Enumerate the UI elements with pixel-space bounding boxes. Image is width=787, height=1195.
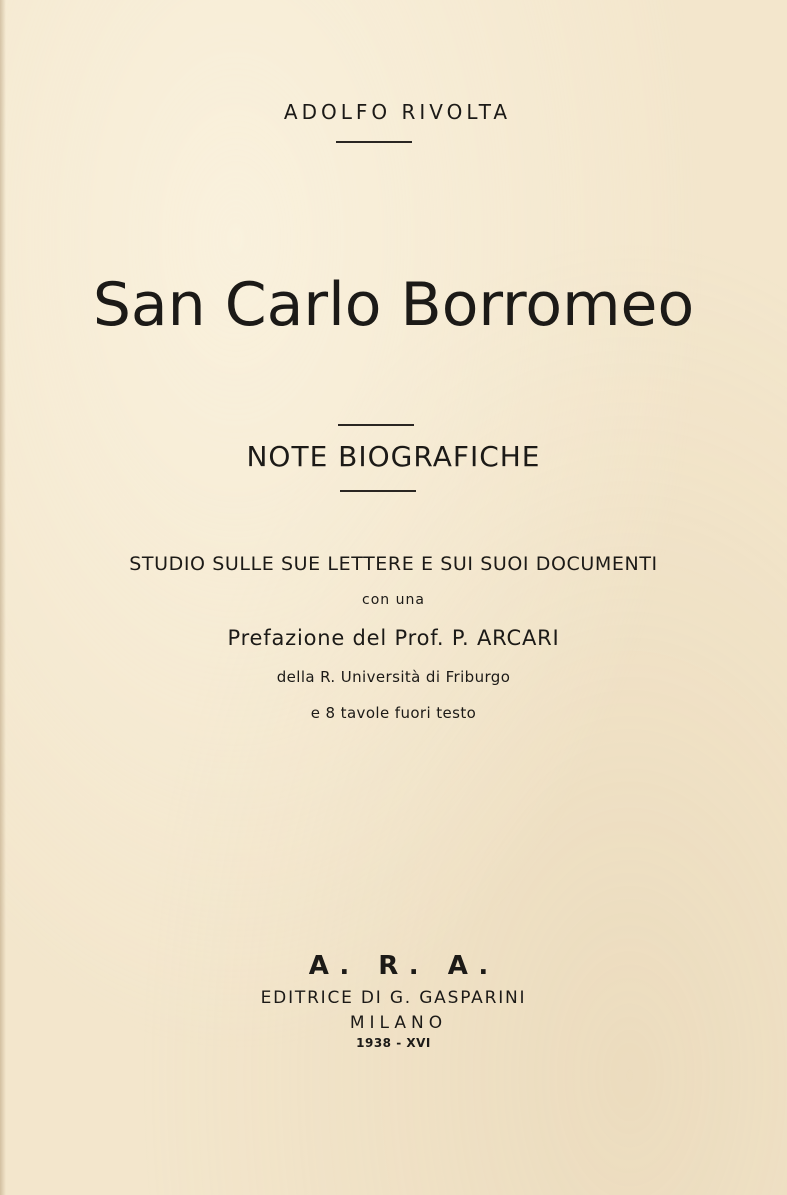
university-affiliation: della R. Università di Friburgo bbox=[276, 668, 511, 686]
plates-note: e 8 tavole fuori testo bbox=[310, 704, 477, 722]
subtitle-rule-bottom bbox=[340, 490, 416, 492]
book-subtitle: NOTE BIOGRAFICHE bbox=[246, 440, 541, 473]
con-una-text: con una bbox=[362, 592, 425, 608]
preface-credit: Prefazione del Prof. P. ARCARI bbox=[227, 626, 560, 650]
subtitle-rule-top bbox=[338, 424, 414, 426]
study-description: STUDIO SULLE SUE LETTERE E SUI SUOI DOCUMENTI bbox=[129, 553, 658, 575]
publisher-abbreviation: A. R. A. bbox=[308, 951, 499, 981]
author-rule bbox=[336, 141, 412, 143]
publication-city: MILANO bbox=[349, 1013, 448, 1033]
publisher-name: EDITRICE DI G. GASPARINI bbox=[260, 988, 527, 1008]
author-name: ADOLFO RIVOLTA bbox=[283, 100, 512, 124]
book-title: San Carlo Borromeo bbox=[92, 270, 695, 340]
publication-year: 1938 - XVI bbox=[356, 1036, 431, 1050]
